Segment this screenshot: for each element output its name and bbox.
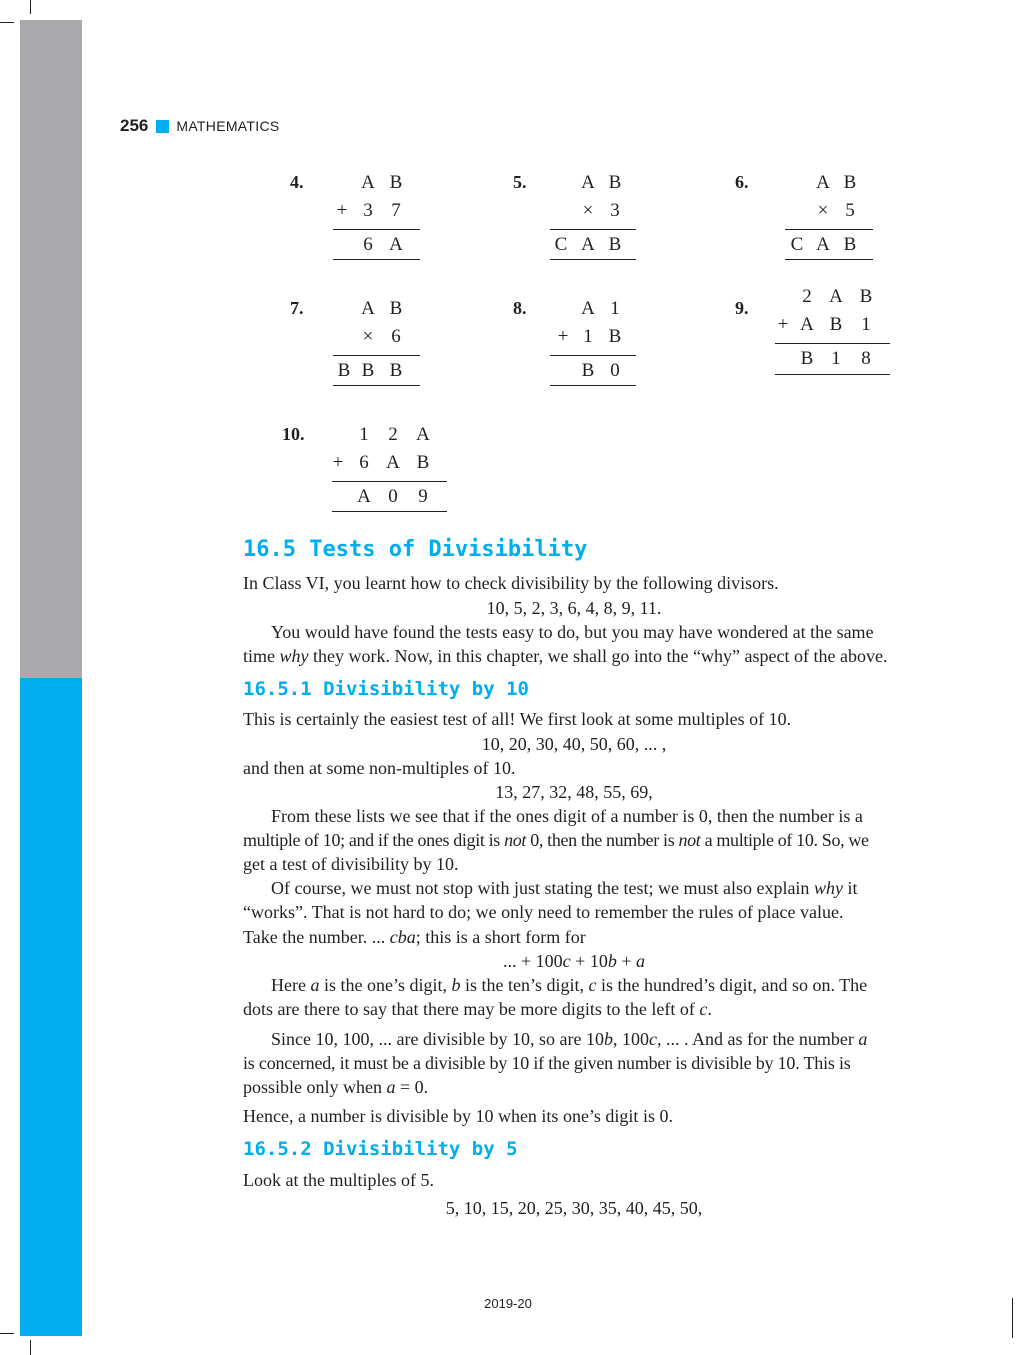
puzzle-cell: C (554, 234, 568, 255)
puzzle-rule (550, 229, 636, 230)
puzzle-cell: 0 (388, 486, 398, 507)
puzzle-cell: A (416, 424, 430, 445)
puzzle-cell: 2 (388, 424, 398, 445)
puzzle-cell: A (581, 172, 595, 193)
puzzle-cell: 2 (802, 286, 812, 307)
puzzle-rule (550, 385, 636, 386)
puzzle-cell: 1 (861, 314, 871, 335)
divisor-list: 10, 5, 2, 3, 6, 4, 8, 9, 11. (486, 598, 662, 618)
puzzle-rule (785, 229, 873, 230)
puzzle-cell: B (361, 360, 375, 381)
puzzle-cell: B (608, 234, 622, 255)
side-bar-blue (20, 678, 82, 1336)
puzzle-5 (513, 172, 753, 272)
crop-mark (0, 22, 14, 23)
puzzle-4 (290, 172, 530, 272)
paragraph-line: Look at the multiples of 5. (243, 1170, 434, 1190)
puzzle-cell: A (800, 314, 814, 335)
paragraph-line: and then at some non-multiples of 10. (243, 758, 516, 778)
puzzle-rule (550, 259, 636, 260)
puzzle-7 (290, 298, 530, 398)
section-heading: 16.5 Tests of Divisibility (243, 537, 588, 562)
page-number: 256 (120, 116, 149, 135)
puzzle-cell: B (843, 172, 857, 193)
puzzle-rule (550, 355, 636, 356)
paragraph-line: time why they work. Now, in this chapter, we shall go into the “why” aspect of the above. (243, 646, 888, 666)
paragraph-line: Take the number. ... cba; this is a short form for (243, 927, 586, 947)
puzzle-cell: A (581, 298, 595, 319)
puzzle-cell: B (389, 172, 403, 193)
puzzle-rule (332, 511, 447, 512)
puzzle-rule (775, 374, 890, 375)
running-title: MATHEMATICS (176, 118, 280, 134)
puzzle-number: 4. (290, 172, 304, 192)
puzzle-number: 9. (735, 298, 749, 318)
puzzle-cell: 6 (363, 234, 373, 255)
puzzle-cell: A (829, 286, 843, 307)
puzzle-cell: C (790, 234, 804, 255)
puzzle-number: 6. (735, 172, 749, 192)
puzzle-cell: × (582, 200, 594, 221)
puzzle-6 (735, 172, 975, 272)
paragraph-line: This is certainly the easiest test of all! We first look at some multiples of 10. (243, 709, 792, 729)
subsection-heading: 16.5.1 Divisibility by 10 (243, 678, 529, 700)
puzzle-number: 7. (290, 298, 304, 318)
puzzle-cell: × (817, 200, 829, 221)
puzzle-cell: A (581, 234, 595, 255)
crop-mark (30, 0, 31, 14)
running-header (120, 114, 280, 138)
puzzle-cell: + (557, 326, 569, 347)
puzzle-cell: 6 (359, 452, 369, 473)
puzzle-cell: 6 (391, 326, 401, 347)
puzzle-cell: 1 (359, 424, 369, 445)
puzzle-cell: B (416, 452, 430, 473)
puzzle-cell: 8 (861, 348, 871, 369)
paragraph-line: multiple of 10; and if the ones digit is not 0, then the number is not a multiple of 10. So, we (243, 830, 869, 850)
paragraph-line: From these lists we see that if the ones digit of a number is 0, then the number is a (271, 806, 863, 826)
puzzle-cell: 7 (391, 200, 401, 221)
puzzle-cell: + (332, 452, 344, 473)
puzzle-cell: A (389, 234, 403, 255)
puzzle-cell: B (389, 298, 403, 319)
puzzle-cell: B (337, 360, 351, 381)
puzzle-cell: B (608, 326, 622, 347)
puzzle-rule (332, 481, 447, 482)
puzzle-cell: 3 (610, 200, 620, 221)
puzzle-cell: B (581, 360, 595, 381)
puzzle-cell: B (843, 234, 857, 255)
puzzle-cell: A (816, 172, 830, 193)
puzzle-cell: 1 (831, 348, 841, 369)
puzzle-cell: × (362, 326, 374, 347)
puzzle-cell: B (389, 360, 403, 381)
puzzle-rule (785, 259, 873, 260)
puzzle-cell: A (357, 486, 371, 507)
puzzle-rule (333, 259, 420, 260)
puzzle-cell: B (859, 286, 873, 307)
puzzle-cell: + (336, 200, 348, 221)
place-value-formula: ... + 100c + 10b + a (503, 951, 645, 971)
footer-year: 2019-20 (484, 1296, 532, 1311)
puzzle-rule (333, 229, 420, 230)
puzzle-cell: B (800, 348, 814, 369)
puzzle-cell: 5 (845, 200, 855, 221)
puzzle-10 (282, 424, 522, 524)
subsection-heading: 16.5.2 Divisibility by 5 (243, 1138, 518, 1160)
non-multiples-list: 13, 27, 32, 48, 55, 69, (495, 782, 653, 802)
paragraph-line: possible only when a = 0. (243, 1077, 429, 1097)
paragraph-line: You would have found the tests easy to do, but you may have wondered at the same (271, 622, 874, 642)
paragraph-line: Since 10, 100, ... are divisible by 10, so are 10b, 100c, ... . And as for the number a (271, 1029, 868, 1049)
puzzle-cell: A (361, 172, 375, 193)
paragraph-line: Of course, we must not stop with just stating the test; we must also explain why it (271, 878, 858, 898)
puzzle-cell: 1 (610, 298, 620, 319)
puzzle-9 (735, 286, 975, 398)
puzzle-cell: A (816, 234, 830, 255)
puzzle-cell: 0 (610, 360, 620, 381)
puzzle-cell: 9 (418, 486, 428, 507)
crop-mark (0, 1333, 14, 1334)
header-square-icon (156, 120, 169, 133)
puzzle-cell: B (608, 172, 622, 193)
puzzle-cell: 3 (363, 200, 373, 221)
paragraph-line: is concerned, it must be a divisible by 10 if the given number is divisible by 10. This is (243, 1053, 851, 1073)
multiples-list: 10, 20, 30, 40, 50, 60, ... , (481, 734, 667, 754)
paragraph-line: “works”. That is not hard to do; we only need to remember the rules of place value. (243, 902, 844, 922)
intro-line: In Class VI, you learnt how to check divisibility by the following divisors. (243, 573, 779, 593)
multiples-list: 5, 10, 15, 20, 25, 30, 35, 40, 45, 50, (445, 1198, 703, 1218)
puzzle-number: 5. (513, 172, 527, 192)
paragraph-line: get a test of divisibility by 10. (243, 854, 459, 874)
puzzle-8 (513, 298, 753, 398)
side-bar-grey (20, 20, 82, 678)
puzzle-number: 8. (513, 298, 527, 318)
puzzle-rule (333, 355, 420, 356)
puzzle-cell: A (361, 298, 375, 319)
puzzle-cell: A (386, 452, 400, 473)
puzzle-cell: 1 (583, 326, 593, 347)
paragraph-line: Here a is the one’s digit, b is the ten’s digit, c is the hundred’s digit, and so on. The (271, 975, 868, 995)
puzzle-rule (775, 343, 890, 344)
puzzle-number: 10. (282, 424, 305, 444)
puzzle-cell: B (829, 314, 843, 335)
puzzle-cell: + (777, 314, 789, 335)
paragraph-line: dots are there to say that there may be more digits to the left of c. (243, 999, 712, 1019)
conclusion-line: Hence, a number is divisible by 10 when its one’s digit is 0. (243, 1106, 673, 1126)
crop-mark (30, 1340, 31, 1355)
puzzle-rule (333, 385, 420, 386)
